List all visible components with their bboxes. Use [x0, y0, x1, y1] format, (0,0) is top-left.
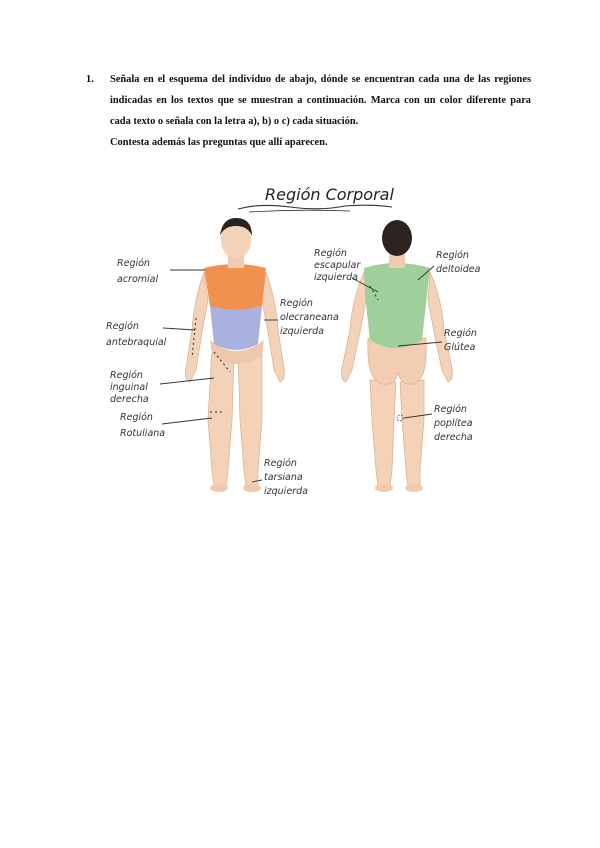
- figure-title: Región Corporal: [265, 185, 394, 204]
- svg-text:Rotuliana: Rotuliana: [120, 428, 166, 439]
- svg-text:Región: Región: [314, 248, 347, 259]
- svg-text:Región: Región: [444, 328, 477, 339]
- front-body: [186, 218, 285, 492]
- question-paragraph: Señala en el esquema del individuo de abajo, dónde se encuentran cada una de las regiones indicadas en los textos que se muestran a continuación. Marca con un color diferente para cada texto o señala con la letra a), b) o c) cada situación.: [110, 74, 531, 127]
- label-antebraquial: [106, 321, 167, 348]
- svg-text:derecha: derecha: [110, 394, 149, 405]
- label-poplitea: [433, 404, 473, 443]
- svg-text:izquierda: izquierda: [280, 326, 324, 337]
- label-glutea: [444, 328, 477, 353]
- question-number: 1.: [86, 74, 94, 85]
- svg-text:Glútea: Glútea: [444, 342, 476, 353]
- svg-text:Región: Región: [264, 458, 297, 469]
- svg-text:acromial: acromial: [117, 274, 159, 285]
- svg-text:Región: Región: [434, 404, 467, 415]
- front-chest-region: [204, 264, 266, 310]
- svg-text:Región: Región: [280, 298, 313, 309]
- title-underline: [238, 205, 392, 209]
- svg-text:Región: Región: [120, 412, 153, 423]
- svg-text:derecha: derecha: [434, 432, 473, 443]
- label-acromial: [117, 258, 158, 285]
- label-escapular: [314, 248, 361, 283]
- svg-text:deltoidea: deltoidea: [436, 264, 481, 275]
- svg-text:inguinal: inguinal: [110, 382, 148, 393]
- label-deltoidea: [436, 250, 481, 275]
- back-torso-region: [364, 263, 430, 348]
- svg-text:tarsiana: tarsiana: [264, 472, 303, 483]
- label-olecraneana: [280, 298, 339, 337]
- svg-text:izquierda: izquierda: [314, 272, 358, 283]
- front-abdomen-region: [210, 306, 262, 350]
- svg-text:izquierda: izquierda: [264, 486, 308, 497]
- svg-text:Región: Región: [110, 370, 143, 381]
- svg-text:antebraquial: antebraquial: [106, 337, 167, 348]
- label-inguinal: [110, 370, 149, 405]
- svg-text:olecraneana: olecraneana: [280, 312, 339, 323]
- question-followup: Contesta además las preguntas que allí aparecen.: [110, 137, 328, 148]
- label-rotuliana: [120, 412, 165, 439]
- svg-text:poplítea: poplítea: [434, 418, 473, 429]
- svg-text:Región: Región: [106, 321, 139, 332]
- svg-text:escapular: escapular: [314, 260, 361, 271]
- svg-text:Región: Región: [436, 250, 469, 261]
- label-tarsiana: [264, 458, 308, 497]
- svg-text:Región: Región: [117, 258, 150, 269]
